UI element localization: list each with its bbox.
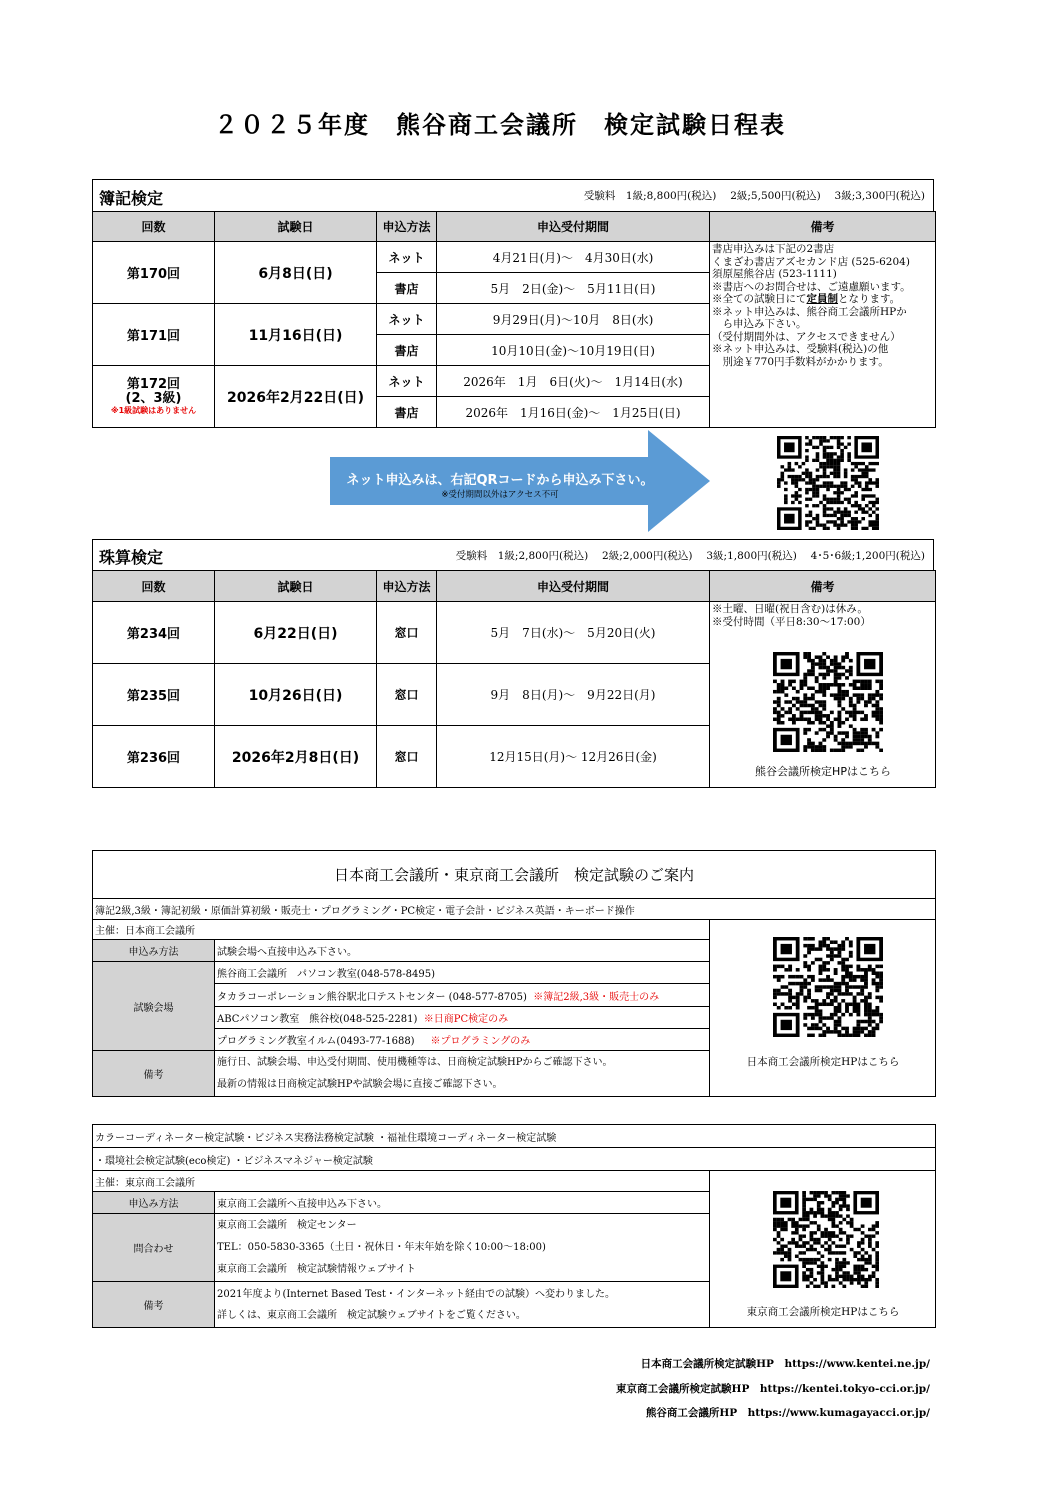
tosho-qr-code[interactable] [773, 1191, 879, 1288]
kai-note: ※1級試験はありません [110, 405, 197, 415]
soroban-heading: 珠算検定 [99, 548, 164, 567]
method-cell: 書店 [377, 335, 437, 366]
nissho-heading: 日本商工会議所・東京商工会議所 検定試験のご案内 [93, 851, 936, 899]
header-kai: 回数 [93, 571, 215, 602]
contact-label: 問合わせ [93, 1214, 215, 1282]
kai-cell: 第234回 [93, 602, 215, 664]
venue-label: 試験会場 [93, 962, 215, 1051]
contact-text [215, 1214, 710, 1282]
boki-heading: 簿記検定 [99, 189, 164, 208]
soroban-section [92, 539, 934, 788]
venue-note: ※プログラミングのみ [430, 1036, 531, 1047]
method-cell: ネット [377, 304, 437, 335]
qr-caption: 東京商工会議所検定HPはこちら [746, 1306, 900, 1318]
footer-link-tosho[interactable]: 東京商工会議所検定試験HP https://kentei.tokyo-cci.or.jp/ [616, 1383, 930, 1395]
remarks-label: 備考 [93, 1051, 215, 1097]
soroban-notes [710, 602, 936, 788]
note-text: となります。 [838, 293, 901, 305]
note-line: 別途￥770円手数料がかかります。 [712, 355, 889, 368]
period-cell: 2026年 1月16日(金)～ 1月25日(日) [437, 397, 710, 428]
arrow-sub-text: ※受付期間以外はアクセス不可 [441, 490, 559, 500]
note-line: くまざわ書店アズセカンド店 (525-6204) [712, 255, 910, 268]
tosho-subjects: カラーコーディネーター検定試験・ビジネス実務法務検定試験 ・福祉住環境コーディネーター検定試験 [93, 1125, 936, 1148]
kai-cell: 第171回 [93, 304, 215, 366]
note-line: 書店申込みは下記の2書店 [712, 243, 835, 255]
boki-notes [710, 242, 936, 428]
arrow-main-text: ネット申込みは、右記QRコードから申込み下さい。 [346, 473, 654, 488]
date-cell: 2026年2月8日(日) [215, 726, 377, 788]
method-cell: ネット [377, 242, 437, 273]
note-line: ※書店へのお問合せは、ご遠慮願います。 [712, 280, 911, 293]
nissho-subjects: 簿記2級,3級・簿記初級・原価計算初級・販売士・プログラミング・PC検定・電子会計・ビジネス英語・キーボード操作 [93, 899, 936, 920]
header-notes: 備考 [710, 571, 936, 602]
qr-icon [773, 1191, 879, 1288]
remarks-line: 2021年度より(Internet Based Test・インターネット経由での試験）へ変わりました。 [217, 1288, 616, 1300]
venue-row [215, 962, 710, 984]
qr-caption: 日本商工会議所検定HPはこちら [746, 1056, 900, 1068]
remarks-line: 詳しくは、東京商工会議所 検定試験ウェブサイトをご覧ください。 [217, 1309, 526, 1321]
nissho-organizer: 主催：日本商工会議所 [93, 920, 710, 940]
apply-text: 東京商工会議所へ直接申込み下さい。 [215, 1192, 710, 1214]
nissho-qr-code[interactable] [773, 937, 883, 1037]
method-cell: ネット [377, 366, 437, 397]
venue-row [215, 984, 710, 1007]
boki-table [92, 211, 936, 428]
tosho-table [92, 1124, 936, 1328]
soroban-qr-code[interactable] [773, 652, 883, 752]
header-period: 申込受付期間 [437, 212, 710, 242]
kai-sub: (2、3級) [125, 390, 182, 406]
note-line: ら申込み下さい。 [712, 318, 807, 330]
note-line: （受付期間外は、アクセスできません） [712, 330, 901, 343]
qr-icon [773, 652, 883, 752]
venue-text: タカラコーポレーション熊谷駅北口テストセンター (048-577-8705) [217, 991, 527, 1003]
method-cell: 窓口 [377, 664, 437, 726]
note-line: 須原屋熊谷店 (523-1111) [712, 268, 837, 280]
kai-cell: 第236回 [93, 726, 215, 788]
venue-note: ※日商PC検定のみ [423, 1014, 509, 1025]
period-cell: 9月29日(月)～10月 8日(水) [437, 304, 710, 335]
boki-header-bar [92, 179, 934, 211]
venue-text: ABCパソコン教室 熊谷校(048-525-2281) [217, 1014, 418, 1025]
venue-text: 熊谷商工会議所 パソコン教室(048-578-8495) [217, 969, 435, 980]
kai-text: 第172回 [126, 376, 181, 392]
remarks-text [215, 1282, 710, 1328]
kai-cell [93, 366, 215, 428]
period-cell: 10月10日(金)～10月19日(日) [437, 335, 710, 366]
method-cell: 窓口 [377, 602, 437, 664]
note-emphasis: 定員制 [806, 293, 838, 305]
date-cell: 11月16日(日) [215, 304, 377, 366]
header-notes: 備考 [710, 212, 936, 242]
remarks-text [215, 1051, 710, 1097]
boki-fees: 受験料 1級;8,800円(税込) 2級;5,500円(税込) 3級;3,300円(税込) [583, 190, 925, 202]
qr-icon [777, 436, 879, 530]
remarks-line: 施行日、試験会場、申込受付期間、使用機種等は、日商検定試験HPからご確認下さい。 [217, 1056, 613, 1068]
qr-caption: 熊谷会議所検定HPはこちら [755, 765, 891, 778]
tosho-organizer: 主催：東京商工会議所 [93, 1171, 710, 1192]
soroban-header-bar [92, 539, 934, 570]
header-kai: 回数 [93, 212, 215, 242]
date-cell: 6月22日(日) [215, 602, 377, 664]
boki-section [92, 179, 934, 428]
note-line [712, 293, 933, 306]
apply-label: 申込み方法 [93, 1192, 215, 1214]
date-cell: 6月8日(日) [215, 242, 377, 304]
header-method: 申込方法 [377, 212, 437, 242]
period-cell: 5月 7日(水)～ 5月20日(火) [437, 602, 710, 664]
venue-text: プログラミング教室イルム(0493-77-1688) [217, 1036, 415, 1047]
apply-text: 試験会場へ直接申込み下さい。 [215, 940, 710, 962]
contact-line: TEL：050-5830-3365（土日・祝休日・年末年始を除く10:00～18:00) [217, 1241, 546, 1253]
note-line: ※土曜、日曜(祝日含む)は休み。 [712, 603, 868, 615]
period-cell: 12月15日(月)～ 12月26日(金) [437, 726, 710, 788]
apply-label: 申込み方法 [93, 940, 215, 962]
nissho-qr-cell [710, 920, 936, 1097]
period-cell: 4月21日(月)～ 4月30日(水) [437, 242, 710, 273]
period-cell: 9月 8日(月)～ 9月22日(月) [437, 664, 710, 726]
soroban-fees: 受験料 1級;2,800円(税込) 2級;2,000円(税込) 3級;1,800円(税込) 4･5･6級;1,200円(税込) [455, 550, 925, 562]
date-cell: 2026年2月22日(日) [215, 366, 377, 428]
venue-note: ※簿記2級,3級・販売士のみ [533, 991, 660, 1003]
venue-row [215, 1007, 710, 1029]
note-line: ※ネット申込みは、受験料(税込)の他 [712, 343, 889, 355]
period-cell: 2026年 1月 6日(火)～ 1月14日(水) [437, 366, 710, 397]
kai-cell: 第235回 [93, 664, 215, 726]
venue-row [215, 1029, 710, 1051]
remarks-label: 備考 [93, 1282, 215, 1328]
net-apply-arrow [330, 430, 710, 532]
qr-icon [773, 937, 883, 1037]
header-method: 申込方法 [377, 571, 437, 602]
footer-link-kumagaya[interactable]: 熊谷商工会議所HP https://www.kumagayacci.or.jp/ [645, 1407, 930, 1419]
note-line: ※受付時間（平日8:30～17:00） [712, 615, 871, 628]
nissho-table [92, 850, 936, 1097]
date-cell: 10月26日(日) [215, 664, 377, 726]
footer-link-nissho[interactable]: 日本商工会議所検定試験HP https://www.kentei.ne.jp/ [640, 1358, 930, 1370]
kai-cell: 第170回 [93, 242, 215, 304]
contact-line: 東京商工会議所 検定試験情報ウェブサイト [217, 1263, 416, 1275]
method-cell: 窓口 [377, 726, 437, 788]
tosho-subjects: ・環境社会検定試験(eco検定) ・ビジネスマネジャー検定試験 [93, 1148, 936, 1171]
soroban-table [92, 570, 936, 788]
contact-line: 東京商工会議所 検定センター [217, 1219, 357, 1231]
period-cell: 5月 2日(金)～ 5月11日(日) [437, 273, 710, 304]
tosho-section [92, 1124, 934, 1328]
note-text: ※全ての試験日にて [712, 293, 807, 305]
header-date: 試験日 [215, 571, 377, 602]
header-period: 申込受付期間 [437, 571, 710, 602]
tosho-qr-cell [710, 1171, 936, 1328]
boki-qr-code[interactable] [777, 436, 879, 530]
method-cell: 書店 [377, 273, 437, 304]
remarks-line: 最新の情報は日商検定試験HPや試験会場に直接ご確認下さい。 [217, 1078, 503, 1090]
nissho-section [92, 850, 934, 1097]
page-title: ２０２５年度 熊谷商工会議所 検定試験日程表 [214, 111, 786, 139]
header-date: 試験日 [215, 212, 377, 242]
note-line: ※ネット申込みは、熊谷商工会議所HPか [712, 305, 907, 318]
method-cell: 書店 [377, 397, 437, 428]
